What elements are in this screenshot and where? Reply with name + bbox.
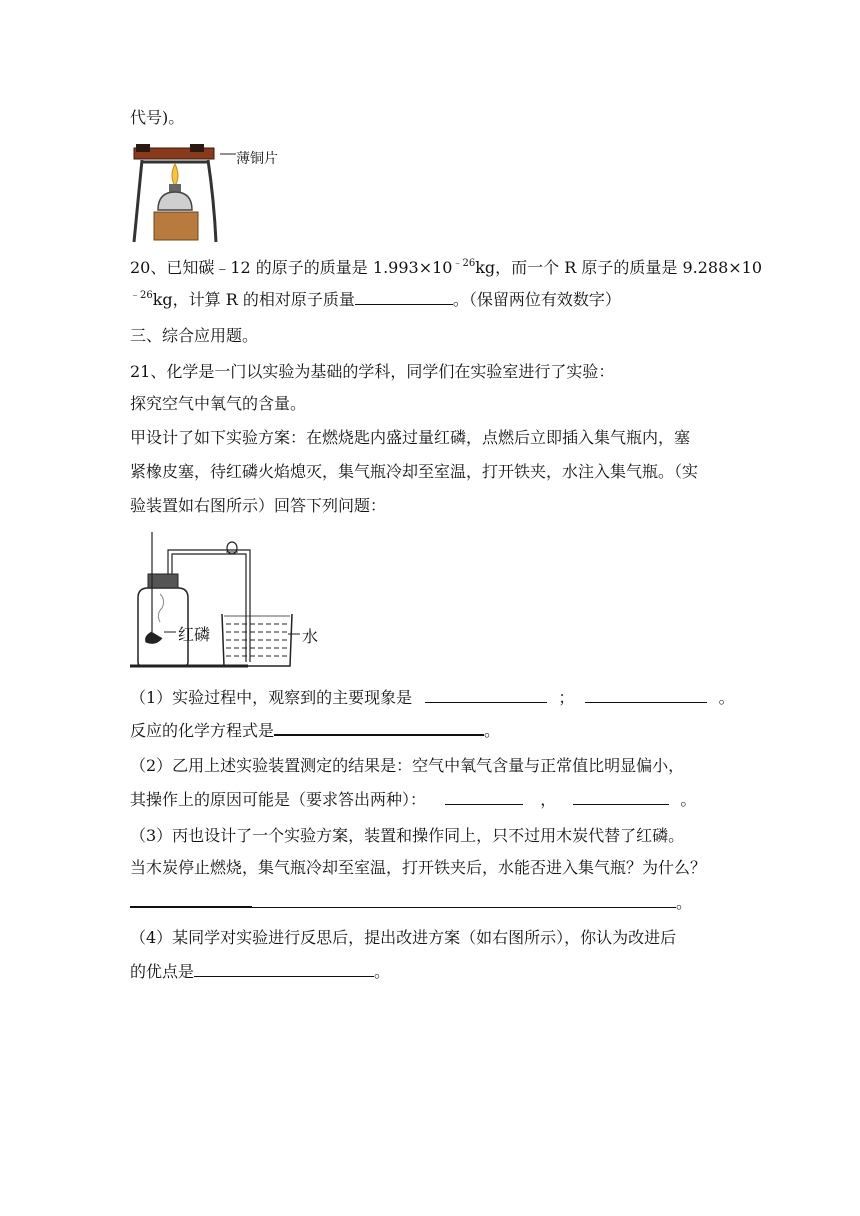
red-phosphorus-label: 红磷 — [178, 625, 211, 644]
question-21-intro: 21、化学是一门以实验为基础的学科，同学们在实验室进行了实验： — [130, 362, 615, 381]
question-20-line-1: 20、已知碳﹣12 的原子的质量是 $1.993\times 10^{﹣26}kg$，而一个 R 原子的质量是 9.288×10 — [130, 258, 763, 277]
question-21-para-line-2: 紧橡皮塞，待红磷火焰熄灭，集气瓶冷却至室温，打开铁夹，水注入集气瓶。（实 — [130, 462, 699, 481]
question-21-part-4-line-2: 的优点是 。 — [130, 962, 391, 981]
answer-blank[interactable] — [130, 892, 252, 908]
question-21-part-2-line-1: （2）乙用上述实验装置测定的结果是：空气中氧气含量与正常值比明显偏小， — [130, 756, 685, 775]
answer-blank[interactable] — [355, 290, 453, 305]
answer-blank[interactable] — [425, 688, 547, 703]
answer-blank[interactable] — [194, 962, 374, 977]
question-21-para-line-3: 验装置如右图所示）回答下列问题： — [130, 496, 387, 515]
answer-blank[interactable] — [445, 790, 523, 805]
section-heading: 三、综合应用题。 — [130, 326, 259, 345]
question-21-part-1: （1）实验过程中，观察到的主要现象是 ； 。 — [130, 688, 735, 707]
question-21-part-1-equation: 反应的化学方程式是 。 — [130, 721, 501, 740]
question-21-part-4-line-1: （4）某同学对实验进行反思后，提出改进方案（如右图所示），你认为改进后 — [130, 928, 677, 947]
question-21-para-line-1: 甲设计了如下实验方案：在燃烧匙内盛过量红磷，点燃后立即插入集气瓶内，塞 — [130, 428, 691, 447]
question-21-part-3-answer: 。 — [130, 892, 692, 913]
question-21-part-3-line-1: （3）丙也设计了一个实验方案，装置和操作同上，只不过用木炭代替了红磷。 — [130, 826, 685, 845]
question-21-part-3-line-2: 当木炭停止燃烧，集气瓶冷却至室温，打开铁夹后，水能否进入集气瓶？为什么？ — [130, 858, 707, 877]
copper-sheet-label: 薄铜片 — [236, 151, 278, 167]
tripod-burner-figure — [128, 140, 248, 246]
answer-blank[interactable] — [573, 790, 669, 805]
water-label: 水 — [302, 627, 319, 646]
apparatus-figure — [130, 530, 330, 672]
answer-blank[interactable] — [252, 893, 676, 908]
answer-blank[interactable] — [585, 688, 707, 703]
text-fragment: 代号)。 — [130, 108, 185, 127]
question-21-topic: 探究空气中氧气的含量。 — [130, 394, 307, 413]
question-21-part-2-line-2: 其操作上的原因可能是（要求答出两种）： ， 。 — [130, 790, 697, 809]
answer-blank[interactable] — [274, 720, 484, 736]
question-20-line-2: $^{﹣26}$kg，计算 R 的相对原子质量 。（保留两位有效数字） — [130, 290, 621, 309]
